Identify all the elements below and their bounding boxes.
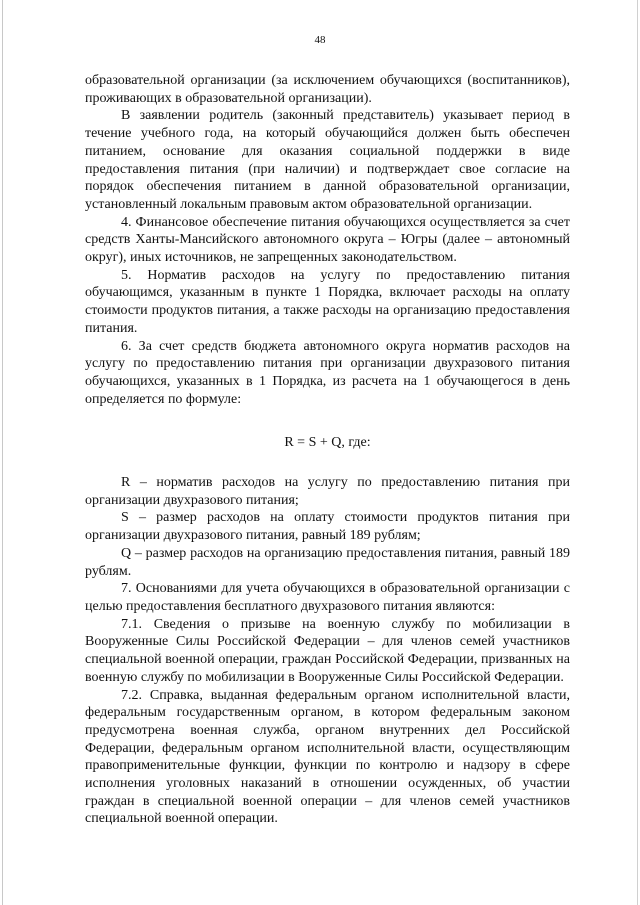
paragraph-item-7-2: 7.2. Справка, выданная федеральным органом исполнительной власти, федеральным государственным органом, в котором федеральным законом предусмотрена военная служба, органом внутренних дел Российской Федерации, федеральным органом исполнительной власти, осуществляющим правоприменительные функции, функции по контролю и надзору в сфере исполнения уголовных наказаний в отношении осужденных, об участии граждан в специальной военной операции – для членов семей участников специальной военной операции.: [85, 687, 570, 827]
page-number: 48: [314, 34, 326, 46]
paragraph-item-5: 5. Норматив расходов на услугу по предоставлению питания обучающимся, указанным в пункте 1 Порядка, включает расходы на оплату стоимости продуктов питания, а также расходы на организацию предоставления питания.: [85, 267, 570, 336]
paragraph-definition-q: Q – размер расходов на организацию предоставления питания, равный 189 рублям.: [85, 545, 570, 579]
scan-edge-right: [637, 0, 638, 905]
paragraph-item-7-1: 7.1. Сведения о призыве на военную службу по мобилизации в Вооруженные Силы Российской Федерации – для членов семей участников специальной военной операции, граждан Российской Федерации, призванных на военную службу по мобилизации в Вооруженные Силы Российской Федерации.: [85, 616, 570, 685]
paragraph-item-6: 6. За счет средств бюджета автономного округа норматив расходов на услугу по предоставлению питания при организации двухразового питания обучающихся, указанных в 1 Порядка, из расчета на 1 обучающегося в день определяется по формуле:: [85, 338, 570, 407]
scan-edge-left: [2, 0, 3, 905]
paragraph-item-7: 7. Основаниями для учета обучающихся в образовательной организации с целью предоставления бесплатного двухразового питания являются:: [85, 581, 570, 614]
paragraph-continuation: образовательной организации (за исключением обучающихся (воспитанников), проживающих в образовательной организации).: [85, 73, 570, 106]
paragraph-definition-s: S – размер расходов на оплату стоимости продуктов питания при организации двухразового питания, равный 189 рублям;: [85, 510, 570, 544]
paragraph-definition-r: R – норматив расходов на услугу по предоставлению питания при организации двухразового питания;: [85, 475, 570, 508]
formula: R = S + Q, где:: [284, 435, 371, 451]
paragraph-application-details: В заявлении родитель (законный представитель) указывает период в течение учебного года, на который обучающийся должен быть обеспечен питанием, основание для оказания социальной поддержки в виде предоставления питания (при наличии) и подтверждает свое согласие на порядок обеспечения питанием в данной образовательной организации, установленный локальным правовым актом образовательной организации.: [85, 108, 570, 212]
paragraph-item-4: 4. Финансовое обеспечение питания обучающихся осуществляется за счет средств Ханты-Мансийского автономного округа – Югры (далее – автономный округ), иных источников, не запрещенных законодательством.: [85, 214, 570, 266]
document-body: [85, 72, 570, 828]
